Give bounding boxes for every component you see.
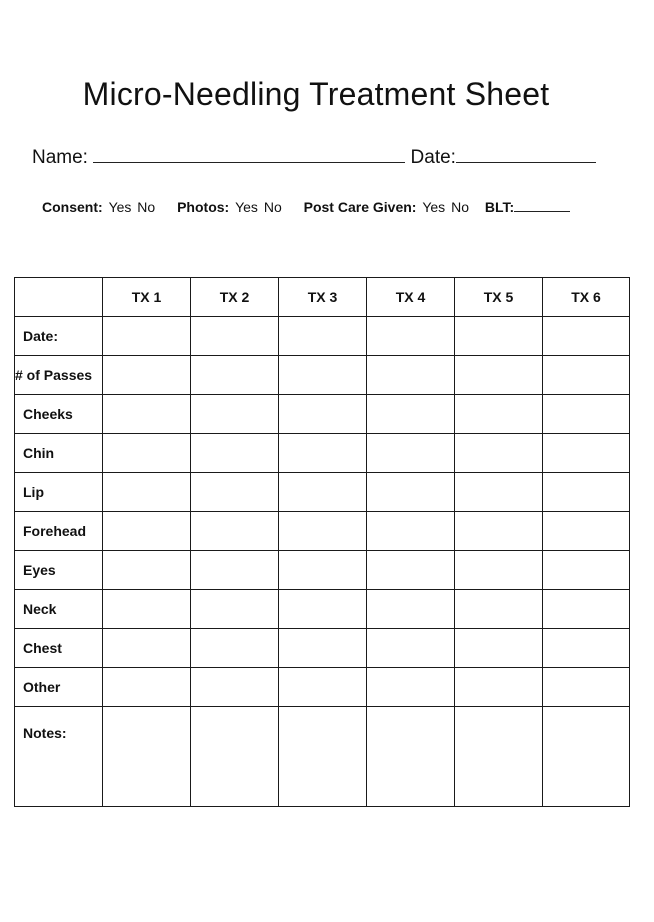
name-date-line <box>32 146 596 169</box>
entry-cell[interactable] <box>455 473 543 512</box>
date-field[interactable] <box>456 146 596 163</box>
entry-cell[interactable] <box>455 395 543 434</box>
header-cell: TX 4 <box>367 278 455 317</box>
row-label: Notes: <box>15 707 103 807</box>
row-label: Other <box>15 668 103 707</box>
entry-cell[interactable] <box>103 551 191 590</box>
entry-cell[interactable] <box>191 668 279 707</box>
table-row <box>15 356 630 395</box>
entry-cell[interactable] <box>191 317 279 356</box>
entry-cell[interactable] <box>455 629 543 668</box>
consent-group <box>42 199 159 215</box>
blt-field[interactable] <box>514 199 570 212</box>
header-cell: TX 5 <box>455 278 543 317</box>
entry-cell[interactable] <box>543 434 630 473</box>
table-row <box>15 629 630 668</box>
entry-cell[interactable] <box>367 551 455 590</box>
table-row <box>15 434 630 473</box>
photos-label: Photos: <box>177 199 230 215</box>
row-label: Eyes <box>15 551 103 590</box>
entry-cell[interactable] <box>103 473 191 512</box>
row-label: Lip <box>15 473 103 512</box>
entry-cell[interactable] <box>455 668 543 707</box>
post-care-no-option[interactable]: No <box>451 199 469 215</box>
entry-cell[interactable] <box>191 629 279 668</box>
date-label: Date: <box>410 147 456 168</box>
table-row <box>15 707 630 807</box>
blt-label: BLT: <box>484 199 515 215</box>
entry-cell[interactable] <box>103 512 191 551</box>
entry-cell[interactable] <box>191 512 279 551</box>
entry-cell[interactable] <box>455 434 543 473</box>
entry-cell[interactable] <box>103 668 191 707</box>
entry-cell[interactable] <box>367 668 455 707</box>
photos-no-option[interactable]: No <box>263 199 282 215</box>
entry-cell[interactable] <box>367 473 455 512</box>
entry-cell[interactable] <box>103 395 191 434</box>
entry-cell[interactable] <box>279 707 367 807</box>
entry-cell[interactable] <box>279 629 367 668</box>
table-row <box>15 512 630 551</box>
table-row <box>15 590 630 629</box>
entry-cell[interactable] <box>543 590 630 629</box>
header-cell <box>15 278 103 317</box>
consent-no-option[interactable]: No <box>137 199 156 215</box>
entry-cell[interactable] <box>279 356 367 395</box>
entry-cell[interactable] <box>367 395 455 434</box>
entry-cell[interactable] <box>103 434 191 473</box>
table-header-row <box>15 278 630 317</box>
entry-cell[interactable] <box>543 395 630 434</box>
entry-cell[interactable] <box>191 551 279 590</box>
entry-cell[interactable] <box>279 551 367 590</box>
entry-cell[interactable] <box>279 395 367 434</box>
entry-cell[interactable] <box>191 356 279 395</box>
table-row <box>15 473 630 512</box>
header-cell: TX 1 <box>103 278 191 317</box>
header-cell: TX 3 <box>279 278 367 317</box>
table-row <box>15 395 630 434</box>
entry-cell[interactable] <box>455 707 543 807</box>
entry-cell[interactable] <box>103 629 191 668</box>
entry-cell[interactable] <box>543 473 630 512</box>
row-label: Date: <box>15 317 103 356</box>
entry-cell[interactable] <box>543 512 630 551</box>
consent-line <box>42 199 570 215</box>
entry-cell[interactable] <box>367 590 455 629</box>
entry-cell[interactable] <box>367 434 455 473</box>
post-care-yes-option[interactable]: Yes <box>422 199 446 215</box>
entry-cell[interactable] <box>543 551 630 590</box>
name-label: Name: <box>32 147 88 168</box>
treatment-table <box>14 277 630 807</box>
entry-cell[interactable] <box>367 629 455 668</box>
entry-cell[interactable] <box>543 707 630 807</box>
table-row <box>15 317 630 356</box>
row-label: Cheeks <box>15 395 103 434</box>
row-label: Chin <box>15 434 103 473</box>
table-row <box>15 551 630 590</box>
consent-yes-option[interactable]: Yes <box>108 199 132 215</box>
row-label: Forehead <box>15 512 103 551</box>
row-label: Chest <box>15 629 103 668</box>
entry-cell[interactable] <box>103 707 191 807</box>
entry-cell[interactable] <box>103 590 191 629</box>
entry-cell[interactable] <box>367 707 455 807</box>
entry-cell[interactable] <box>191 473 279 512</box>
entry-cell[interactable] <box>367 512 455 551</box>
entry-cell[interactable] <box>191 395 279 434</box>
entry-cell[interactable] <box>455 590 543 629</box>
post-care-group <box>304 199 473 215</box>
photos-yes-option[interactable]: Yes <box>235 199 258 215</box>
entry-cell[interactable] <box>279 590 367 629</box>
entry-cell[interactable] <box>191 434 279 473</box>
row-label: Neck <box>15 590 103 629</box>
entry-cell[interactable] <box>455 551 543 590</box>
row-label: # of Passes <box>15 356 103 395</box>
entry-cell[interactable] <box>279 473 367 512</box>
entry-cell[interactable] <box>191 707 279 807</box>
name-field[interactable] <box>93 146 405 163</box>
entry-cell[interactable] <box>279 317 367 356</box>
entry-cell[interactable] <box>367 317 455 356</box>
entry-cell[interactable] <box>543 317 630 356</box>
table-row <box>15 668 630 707</box>
entry-cell[interactable] <box>279 512 367 551</box>
entry-cell[interactable] <box>367 356 455 395</box>
header-cell: TX 6 <box>543 278 630 317</box>
page-title: Micro-Needling Treatment Sheet <box>82 76 550 112</box>
header-cell: TX 2 <box>191 278 279 317</box>
photos-group <box>177 199 286 215</box>
entry-cell[interactable] <box>103 317 191 356</box>
entry-cell[interactable] <box>279 434 367 473</box>
entry-cell[interactable] <box>279 668 367 707</box>
entry-cell[interactable] <box>455 317 543 356</box>
entry-cell[interactable] <box>543 668 630 707</box>
entry-cell[interactable] <box>455 356 543 395</box>
entry-cell[interactable] <box>103 356 191 395</box>
entry-cell[interactable] <box>191 590 279 629</box>
entry-cell[interactable] <box>543 629 630 668</box>
post-care-label: Post Care Given: <box>303 199 417 215</box>
entry-cell[interactable] <box>455 512 543 551</box>
consent-label: Consent: <box>42 199 103 215</box>
entry-cell[interactable] <box>543 356 630 395</box>
